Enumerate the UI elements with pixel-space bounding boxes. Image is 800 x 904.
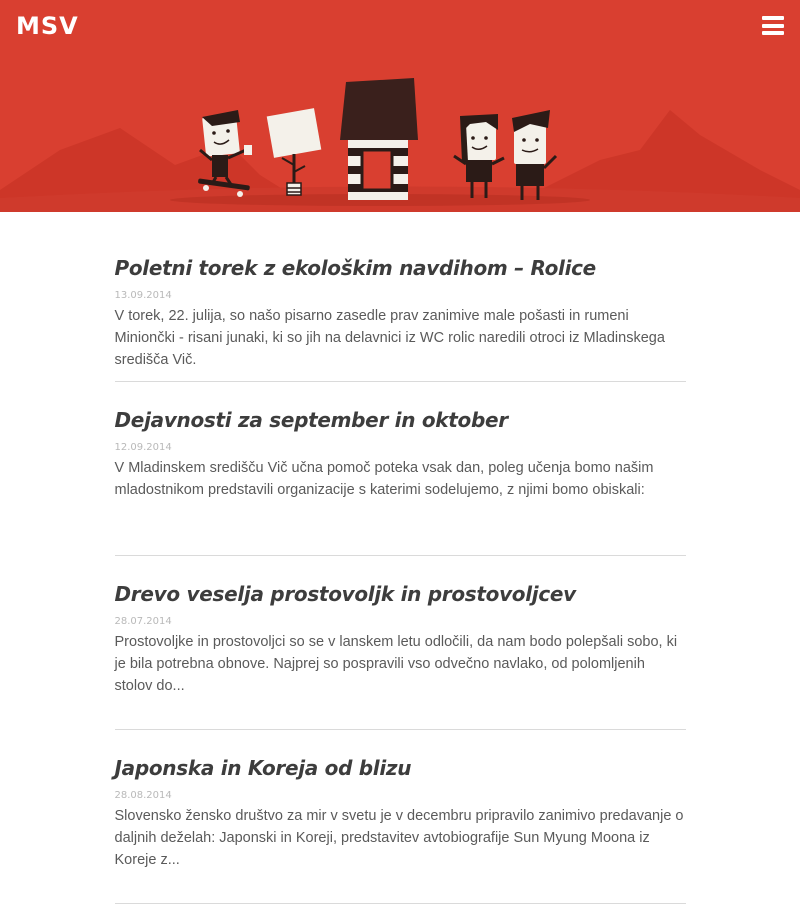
post-excerpt: V Mladinskem središču Vič učna pomoč poteka vsak dan, poleg učenja bomo našim mladostnikom predstavili organizacije s katerimi sodelujemo, z njimi bomo obiskali: — [114, 460, 654, 498]
post-item — [115, 408, 686, 556]
hero-banner — [0, 0, 800, 212]
post-item — [115, 256, 686, 382]
post-item — [115, 582, 686, 730]
hero-illustration — [0, 0, 800, 212]
post-title-link[interactable]: Drevo veselja prostovoljk in prostovoljcev — [114, 582, 576, 606]
post-date: 28.07.2014 — [114, 616, 172, 627]
girl-character-icon — [454, 114, 504, 198]
post-item — [115, 756, 686, 904]
post-list — [115, 212, 686, 904]
post-excerpt: V torek, 22. julija, so našo pisarno zasedle prav zanimive male pošasti in rumeni Miniončki - risani junaki, ki so jih na delavnici iz WC rolic naredili otroci iz Mladinskega središča Vič. — [114, 308, 665, 368]
post-title-link[interactable]: Japonska in Koreja od blizu — [114, 756, 412, 780]
post-title-link[interactable]: Poletni torek z ekološkim navdihom – Rolice — [114, 256, 596, 280]
post-title-link[interactable]: Dejavnosti za september in oktober — [114, 408, 508, 432]
house-character-icon — [340, 78, 418, 200]
post-excerpt: Prostovoljke in prostovoljci so se v lanskem letu odločili, da nam bodo polepšali sobo, ki je bila potrebna obnove. Najprej so pospravili vso odvečno navlako, od polomljenih stolov do... — [114, 634, 678, 694]
post-date: 12.09.2014 — [114, 442, 172, 453]
plant-character-icon — [267, 108, 322, 195]
hamburger-menu-icon[interactable] — [762, 16, 784, 35]
post-excerpt: Slovensko žensko društvo za mir v svetu je v decembru pripravilo zanimivo predavanje o daljnih deželah: Japonski in Koreji, predstavitev avtobiografije Sun Myung Moona iz Koreje z... — [114, 808, 684, 868]
post-date: 13.09.2014 — [114, 290, 172, 301]
site-logo[interactable]: MSV — [16, 12, 79, 40]
post-date: 28.08.2014 — [114, 790, 172, 801]
